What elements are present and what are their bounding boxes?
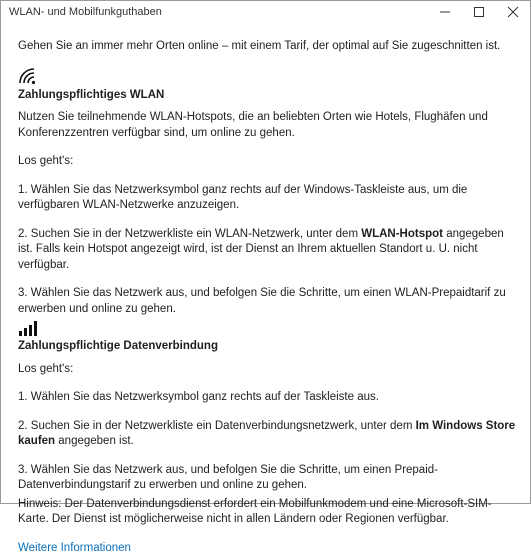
wlan-hotspot-term: WLAN-Hotspot xyxy=(361,228,443,240)
data-lets-go: Los geht's: xyxy=(18,362,516,378)
more-info-link[interactable]: Weitere Informationen xyxy=(18,541,516,556)
wlan-step-2-text-a: 2. Suchen Sie in der Netzwerkliste ein WLAN-Netzwerk, unter dem xyxy=(18,228,361,240)
wlan-step-1: 1. Wählen Sie das Netzwerksymbol ganz rechts auf der Windows-Taskleiste aus, um die verfügbaren WLAN-Netzwerke anzuzeigen. xyxy=(18,183,516,214)
maximize-button[interactable] xyxy=(462,1,496,23)
minimize-button[interactable] xyxy=(428,1,462,23)
data-step-2-text-a: 2. Suchen Sie in der Netzwerkliste ein Datenverbindungsnetzwerk, unter dem xyxy=(18,420,416,432)
main-content xyxy=(18,39,516,556)
data-hint: Hinweis: Der Datenverbindungsdienst erfordert ein Mobilfunkmodem und eine Microsoft-SIM-Karte. Der Dienst ist möglicherweise nicht in allen Ländern oder Regionen verfügbar. xyxy=(18,497,516,528)
data-step-1: 1. Wählen Sie das Netzwerksymbol ganz rechts auf der Taskleiste aus. xyxy=(18,390,516,406)
wlan-step-2 xyxy=(18,227,516,274)
wlan-step-2-text-b: angegeben ist. Falls kein Hotspot angezeigt wird, ist der Dienst an Ihrem aktuellen Standort u. U. nicht verfügbar. xyxy=(18,228,504,271)
close-button[interactable] xyxy=(496,1,530,23)
square-icon xyxy=(474,7,484,17)
window-controls xyxy=(428,1,530,23)
store-purchase-term: Im Windows Store kaufen xyxy=(18,420,515,448)
wlan-step-3: 3. Wählen Sie das Netzwerk aus, und befolgen Sie die Schritte, um einen WLAN-Prepaidtarif zu erwerben und online zu gehen. xyxy=(18,286,516,317)
data-step-2-text-b: angegeben ist. xyxy=(55,435,134,447)
close-icon xyxy=(508,7,518,17)
data-step-2 xyxy=(18,419,516,450)
cellular-signal-icon xyxy=(18,320,40,336)
minimize-icon xyxy=(440,7,450,17)
wlan-heading: Zahlungspflichtiges WLAN xyxy=(18,88,516,104)
data-heading: Zahlungspflichtige Datenverbindung xyxy=(18,339,516,355)
window-title: WLAN- und Mobilfunkguthaben xyxy=(9,1,162,23)
wifi-icon xyxy=(18,67,38,85)
intro-text: Gehen Sie an immer mehr Orten online – mit einem Tarif, der optimal auf Sie zugeschnitten ist. xyxy=(18,39,516,55)
wlan-description: Nutzen Sie teilnehmende WLAN-Hotspots, die an beliebten Orten wie Hotels, Flughäfen und Konferenzzentren verfügbar sind, um online zu gehen. xyxy=(18,110,516,141)
data-step-3: 3. Wählen Sie das Netzwerk aus, und befolgen Sie die Schritte, um einen Prepaid-Datenverbindungstarif zu erwerben und online zu gehen. xyxy=(18,463,516,494)
wlan-lets-go: Los geht's: xyxy=(18,154,516,170)
title-bar[interactable] xyxy=(1,1,530,23)
